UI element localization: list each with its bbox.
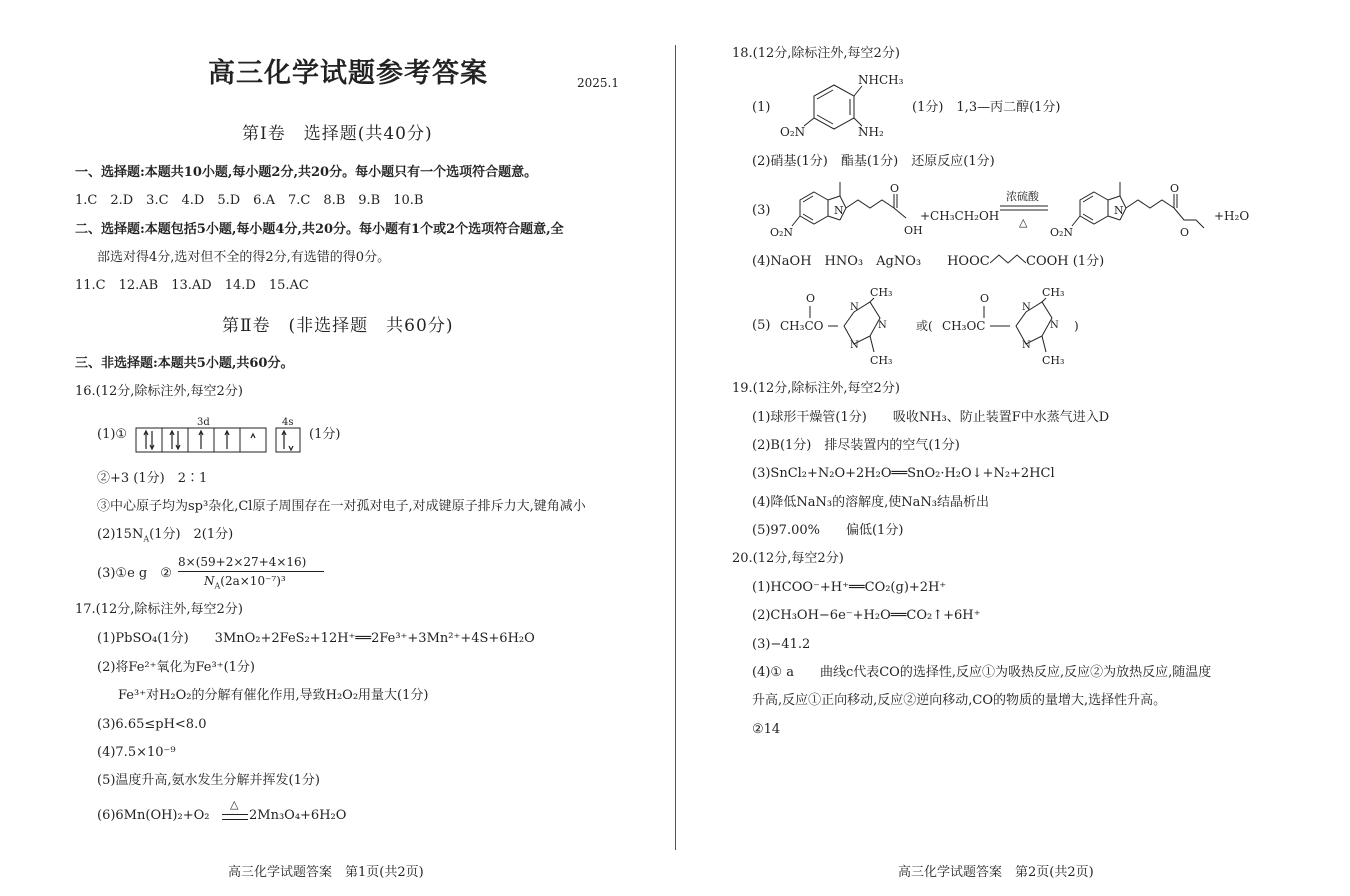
q18-2-answer: (2)硝基(1分) 酯基(1分) 还原反应(1分) — [752, 154, 995, 169]
structure-a-ch3-top: CH₃ — [870, 286, 893, 299]
q17-3-answer: (3)6.65≤pH<8.0 — [97, 717, 207, 732]
q18-5-prefix: (5) — [752, 318, 771, 333]
q16-3-numerator: 8×(59+2×27+4×16) — [178, 555, 307, 569]
reactant-oh-label: OH — [904, 224, 923, 237]
q20-3-answer: (3)−41.2 — [752, 637, 811, 652]
q16-2-sub: A — [143, 534, 150, 544]
structure-a-o-label: O — [806, 292, 816, 305]
q20-4-answer-b: 升高,反应①正向移动,反应②逆向移动,CO的物质的量增大,选择性升高。 — [752, 693, 1167, 708]
q20-heading: 20.(12分,每空2分) — [732, 551, 844, 566]
structure-b-o-label: O — [980, 292, 990, 305]
structure-b-n2: N — [1050, 320, 1059, 331]
structure-b-ch3-bottom: CH₃ — [1042, 354, 1065, 367]
q17-5-answer: (5)温度升高,氨水发生分解并挥发(1分) — [97, 773, 320, 788]
q20-2-answer: (2)CH₃OH−6e⁻+H₂O══CO₂↑+6H⁺ — [752, 608, 981, 623]
footer-page1: 高三化学试题答案 第1页(共2页) — [228, 865, 424, 880]
o2n-label: O₂N — [780, 125, 806, 139]
q18-5-structures — [776, 280, 1106, 372]
q17-6-answer-a: (6)6Mn(OH)₂+O₂ — [97, 808, 210, 823]
q16-2-text: (2)15N — [97, 527, 144, 542]
structure-a-prefix: CH₃CO — [780, 319, 824, 333]
product-o-label: O — [1170, 182, 1180, 195]
q16-2-answer — [97, 527, 233, 544]
sec1-heading: 一、选择题:本题共10小题,每小题2分,共20分。每小题只有一个选项符合题意。 — [75, 165, 538, 180]
q17-2-answer-b: Fe³⁺对H₂O₂的分解有催化作用,导致H₂O₂用量大(1分) — [118, 688, 429, 703]
reactant-o2n-label: O₂N — [770, 226, 794, 239]
chain-bonds — [990, 251, 1026, 267]
q20-4-answer: (4)① a 曲线c代表CO的选择性,反应①为吸热反应,反应②为放热反应,随温度 — [752, 665, 1212, 680]
q16-3-den-rest: (2a×10⁻⁷)³ — [220, 574, 286, 588]
structure-b-n1: N — [1022, 302, 1031, 313]
q19-3-answer: (3)SnCl₂+N₂O+2H₂O══SnO₂·H₂O↓+N₂+2HCl — [752, 466, 1055, 481]
structure-a-n3: N — [850, 340, 859, 351]
q19-4-answer: (4)降低NaN₃的溶解度,使NaN₃结晶析出 — [752, 495, 989, 510]
fraction-bar — [178, 571, 324, 572]
sec1-answers: 1.C 2.D 3.C 4.D 5.D 6.A 7.C 8.B 9.B 10.B — [75, 193, 424, 208]
q16-3-den-n: N — [204, 574, 215, 588]
q16-2-rest: (1分) 2(1分) — [149, 527, 234, 542]
q16-heading: 16.(12分,除标注外,每空2分) — [75, 384, 243, 399]
q17-heading: 17.(12分,除标注外,每空2分) — [75, 602, 243, 617]
q18-3-prefix: (3) — [752, 203, 771, 218]
sec2-heading-line1: 二、选择题:本题包括5小题,每小题4分,共20分。每小题有1个或2个选项符合题意,全 — [75, 222, 564, 237]
q18-4-answer: (4)NaOH HNO₃ AgNO₃ HOOC — [752, 254, 990, 269]
structure-a-ch3-bottom: CH₃ — [870, 354, 893, 367]
q19-1-answer: (1)球形干燥管(1分) 吸收NH₃、防止装置F中水蒸气进入D — [752, 410, 1110, 425]
q16-1-answer-3: ③中心原子均为sp³杂化,Cl原子周围存在一对孤对电子,对成键原子排斥力大,键角减小 — [97, 499, 586, 514]
acid-condition: 浓硫酸 — [1006, 190, 1039, 203]
page-divider — [675, 45, 676, 850]
structure-b-prefix: CH₃OC — [942, 319, 986, 333]
part2-title: 第Ⅱ卷 (非选择题 共60分) — [222, 316, 454, 336]
page-title: 高三化学试题参考答案 — [208, 58, 488, 89]
orbital-diagram — [134, 414, 309, 458]
q16-1-answer-2: ②+3 (1分) 2∶1 — [97, 471, 208, 486]
reactant-o-label: O — [890, 182, 900, 195]
q17-4-answer: (4)7.5×10⁻⁹ — [97, 745, 176, 760]
q18-1-answer: (1分) 1,3—丙二醇(1分) — [912, 100, 1061, 115]
structure-close: ) — [1074, 319, 1079, 333]
sec2-answers: 11.C 12.AB 13.AD 14.D 15.AC — [75, 278, 309, 293]
q18-4-end: COOH (1分) — [1026, 254, 1105, 269]
water-label: +H₂O — [1214, 209, 1250, 223]
q18-3-reaction — [770, 176, 1260, 242]
q18-heading: 18.(12分,除标注外,每空2分) — [732, 46, 900, 61]
structure-b-ch3-top: CH₃ — [1042, 286, 1065, 299]
q16-1-prefix: (1)① — [97, 427, 128, 442]
exam-date: 2025.1 — [577, 76, 619, 90]
q20-1-answer: (1)HCOO⁻+H⁺══CO₂(g)+2H⁺ — [752, 580, 947, 595]
orbital-3d-label: 3d — [197, 417, 210, 428]
q18-1-structure — [776, 70, 916, 144]
structure-a-n2: N — [878, 320, 887, 331]
sec2-heading-line2: 部选对得4分,选对但不全的得2分,有选错的得0分。 — [97, 250, 391, 265]
nhch3-label: NHCH₃ — [858, 73, 904, 87]
structure-a-n1: N — [850, 302, 859, 313]
q17-2-answer: (2)将Fe²⁺氧化为Fe³⁺(1分) — [97, 660, 255, 675]
nh2-label: NH₂ — [858, 125, 884, 139]
sec3-heading: 三、非选择题:本题共5小题,共60分。 — [75, 356, 294, 371]
footer-page2: 高三化学试题答案 第2页(共2页) — [898, 865, 1094, 880]
reactant-n-label: N — [834, 204, 844, 217]
structure-or: 或( — [916, 319, 933, 333]
structure-b-n3: N — [1022, 340, 1031, 351]
q16-3-prefix: (3)①e g ② — [97, 566, 172, 581]
part1-title: 第Ⅰ卷 选择题(共40分) — [242, 124, 433, 144]
product-n-label: N — [1114, 204, 1124, 217]
q17-6-answer-b: 2Mn₃O₄+6H₂O — [249, 808, 347, 823]
ethanol-label: +CH₃CH₂OH — [920, 209, 1000, 223]
q19-5-answer: (5)97.00% 偏低(1分) — [752, 523, 904, 538]
heat-condition-2: △ — [1019, 216, 1028, 229]
equals-sign — [222, 814, 248, 820]
q16-1-score: (1分) — [309, 427, 341, 442]
q19-heading: 19.(12分,除标注外,每空2分) — [732, 381, 900, 396]
q16-3-denominator — [204, 574, 286, 591]
q16-3-den-sub: A — [214, 581, 221, 591]
q19-2-answer: (2)B(1分) 排尽装置内的空气(1分) — [752, 438, 960, 453]
orbital-4s-label: 4s — [282, 417, 294, 428]
q17-1-answer: (1)PbSO₄(1分) 3MnO₂+2FeS₂+12H⁺══2Fe³⁺+3Mn²⁺+4S+6H₂O — [97, 631, 535, 646]
product-o2n-label: O₂N — [1050, 226, 1074, 239]
q18-1-prefix: (1) — [752, 100, 771, 115]
q20-4-answer-c: ②14 — [752, 722, 781, 737]
product-ester-o-label: O — [1180, 226, 1190, 239]
heat-condition: △ — [230, 798, 239, 811]
